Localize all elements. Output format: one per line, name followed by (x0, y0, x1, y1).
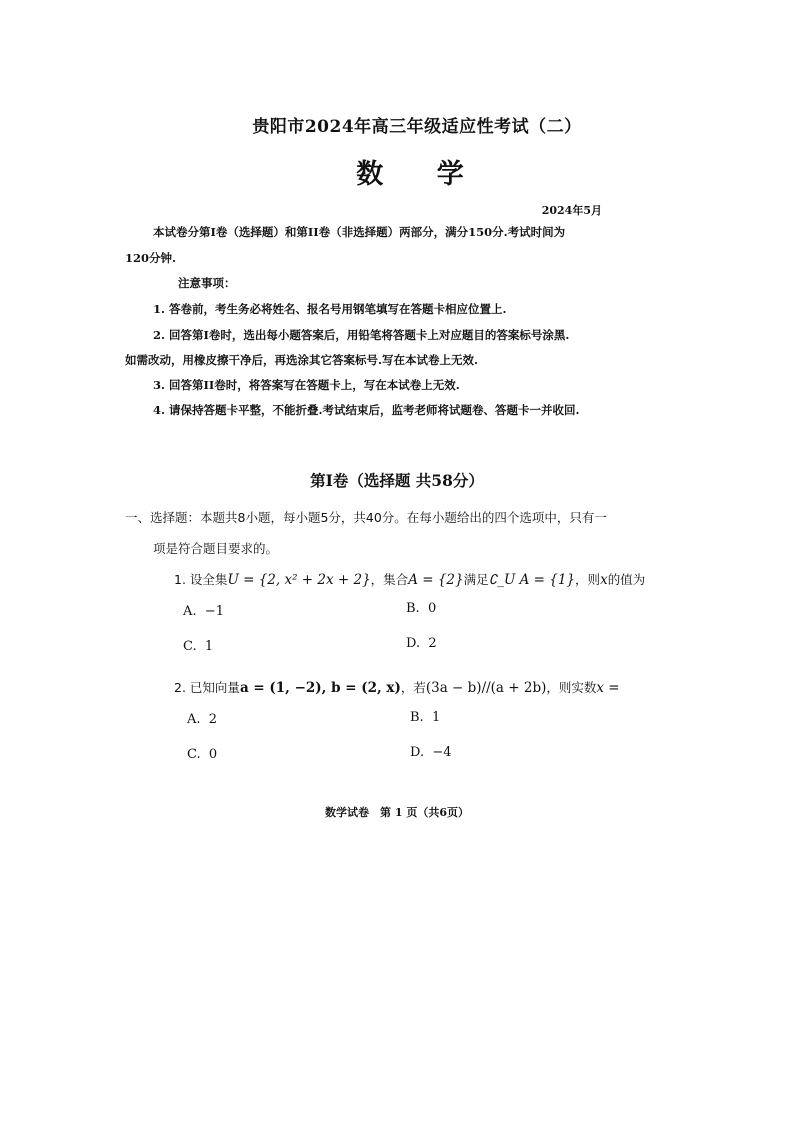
section-title: 第I卷（选择题 共58分） (310, 471, 484, 490)
question-text: ，若 (400, 680, 426, 695)
option-a: A. 2 (187, 712, 218, 727)
notice-item-continued: 如需改动，用橡皮擦干净后，再选涂其它答案标号.写在本试卷上无效. (125, 353, 479, 367)
option-c: C. 0 (187, 747, 218, 762)
notice-item: 4. 请保持答题卡平整，不能折叠.考试结束后，监考老师将试题卷、答题卡一并收回. (153, 403, 580, 417)
intro-line-2: 120分钟. (125, 251, 177, 265)
math-expression: a = (1, −2), b = (2, x) (239, 680, 401, 696)
option-d: D. −4 (410, 745, 452, 760)
exam-title: 贵阳市2024年高三年级适应性考试（二） (252, 117, 582, 137)
notice-item: 3. 回答第II卷时，将答案写在答题卡上，写在本试卷上无效. (153, 378, 460, 392)
question-1-stem (174, 574, 645, 588)
exam-date: 2024年5月 (541, 204, 602, 217)
section-instruction-1: 一、选择题：本题共8小题，每小题5分，共40分。在每小题给出的四个选项中，只有一 (125, 510, 607, 525)
question-text: 设全集 (189, 572, 228, 587)
question-2-stem (174, 682, 620, 696)
option-a: A. −1 (183, 604, 224, 619)
question-text: 已知向量 (189, 680, 240, 695)
notice-item: 2. 回答第I卷时，选出每小题答案后，用铅笔将答题卡上对应题目的答案标号涂黑. (153, 328, 570, 342)
option-b: B. 1 (410, 710, 441, 725)
math-variable: x (600, 572, 608, 588)
question-number: 1. (174, 572, 186, 587)
notices-heading: 注意事项： (178, 276, 236, 290)
math-expression: ∁_U A = {1} (488, 572, 576, 588)
intro-line-1: 本试卷分第I卷（选择题）和第II卷（非选择题）两部分，满分150分.考试时间为 (153, 225, 566, 239)
question-text: 满足 (463, 572, 489, 587)
math-expression: U = {2, x² + 2x + 2} (227, 572, 371, 588)
page-footer: 数学试卷 第 1 页（共6页） (325, 806, 469, 819)
question-number: 2. (174, 680, 186, 695)
math-expression: (3a − b)//(a + 2b) (425, 680, 547, 696)
question-text: ，则实数 (546, 680, 597, 695)
notice-item: 1. 答卷前，考生务必将姓名、报名号用钢笔填写在答题卡相应位置上. (153, 302, 507, 316)
option-b: B. 0 (406, 601, 437, 616)
option-c: C. 1 (183, 639, 214, 654)
section-instruction-2: 项是符合题目要求的。 (153, 541, 279, 556)
question-text: ，则 (575, 572, 601, 587)
math-expression: x = (596, 680, 620, 696)
math-expression: A = {2} (408, 572, 464, 588)
question-text: ，集合 (370, 572, 409, 587)
subject-title: 数 学 (356, 159, 486, 190)
option-d: D. 2 (406, 636, 437, 651)
question-text: 的值为 (607, 572, 646, 587)
